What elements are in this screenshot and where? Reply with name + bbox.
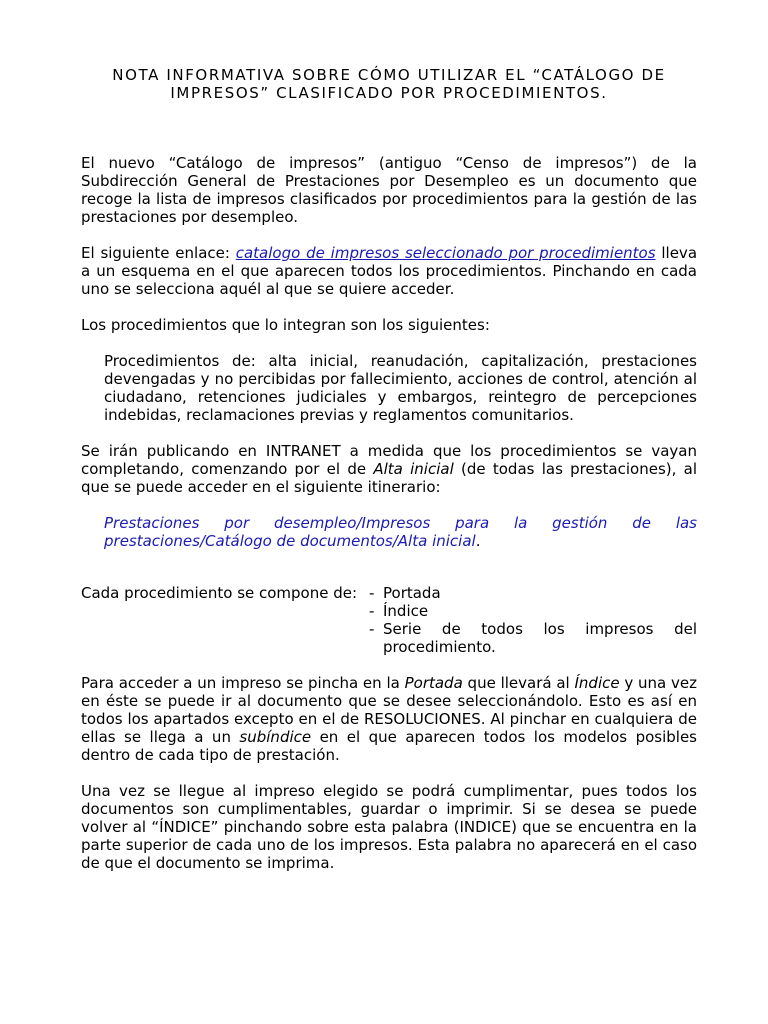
composition-dash: -: [369, 620, 375, 638]
composition-items: [369, 584, 697, 656]
access-t3: y una vez en éste se puede ir al documento que se desee seleccionándolo. Esto es así en todos los apartados excepto en el de RESOLUCIONES. Al pinchar en cualquiera de ellas se llega a un: [81, 674, 697, 746]
publishing-rest: (de todas las prestaciones), al que se puede acceder en el siguiente itinerario:: [81, 460, 698, 496]
composition-item: [369, 602, 697, 620]
itinerary-tail: .: [475, 532, 481, 550]
publishing-paragraph: [81, 442, 697, 496]
document-page: [81, 66, 697, 890]
intro-paragraph: El nuevo “Catálogo de impresos” (antiguo “Censo de impresos”) de la Subdirección General de Prestaciones por Desempleo es un documento que recoge la lista de impresos clasificados por procedimientos para la gestión de las prestaciones por desempleo.: [81, 154, 697, 226]
itinerary-path: Prestaciones por desempleo/Impresos para la gestión de las prestaciones/Catálogo de documentos/Alta inicial: [104, 514, 697, 550]
indice-emphasis: Índice: [574, 674, 620, 692]
composition-item: [369, 620, 697, 656]
access-t2: que llevará al: [462, 674, 575, 692]
link-paragraph-lead: El siguiente enlace:: [81, 244, 236, 262]
title-line-1: NOTA INFORMATIVA SOBRE CÓMO UTILIZAR EL “CATÁLOGO DE: [112, 66, 666, 84]
document-title: [81, 66, 697, 102]
itinerary-paragraph: [104, 514, 697, 550]
subindice-emphasis: subíndice: [239, 728, 312, 746]
composition-dash: -: [369, 584, 375, 602]
composition-item-text: Portada: [383, 584, 441, 602]
composition-dash: -: [369, 602, 375, 620]
composition-item-text: Índice: [383, 602, 429, 620]
catalog-link[interactable]: catalogo de impresos seleccionado por procedimientos: [235, 244, 656, 262]
link-paragraph-rest: lleva a un esquema en el que aparecen todos los procedimientos. Pinchando en cada uno se selecciona aquél al que se quiere acceder.: [81, 244, 698, 298]
procedures-list-paragraph: Procedimientos de: alta inicial, reanudación, capitalización, prestaciones devengadas y no percibidas por fallecimiento, acciones de control, atención al ciudadano, retenciones judiciales y embargos, reintegro de percepciones indebidas, reclamaciones previas y reglamentos comunitarios.: [104, 352, 697, 424]
alta-inicial-emphasis: Alta inicial: [373, 460, 454, 478]
portada-emphasis: Portada: [404, 674, 463, 692]
composition-item: [369, 584, 697, 602]
publishing-lead: Se irán publicando en INTRANET a medida que los procedimientos se vayan completando, comenzando por el de: [81, 442, 697, 478]
procedures-intro: Los procedimientos que lo integran son los siguientes:: [81, 316, 490, 334]
closing-paragraph: Una vez se llegue al impreso elegido se podrá cumplimentar, pues todos los documentos son cumplimentables, guardar o imprimir. Si se desea se puede volver al “ÍNDICE” pinchando sobre esta palabra (INDICE) que se encuentra en la parte superior de cada uno de los impresos. Esta palabra no aparecerá en el caso de que el documento se imprima.: [81, 782, 697, 872]
access-paragraph: [81, 674, 697, 764]
access-t1: Para acceder a un impreso se pincha en la: [81, 674, 405, 692]
composition-item-text: Serie de todos los impresos del procedimiento.: [383, 620, 697, 656]
composition-label: Cada procedimiento se compone de:: [81, 584, 358, 602]
composition-block: [81, 584, 697, 656]
title-line-2: IMPRESOS” CLASIFICADO POR PROCEDIMIENTOS.: [170, 84, 608, 102]
access-t4: en el que aparecen todos los modelos posibles dentro de cada tipo de prestación.: [81, 728, 697, 764]
link-paragraph: [81, 244, 697, 298]
